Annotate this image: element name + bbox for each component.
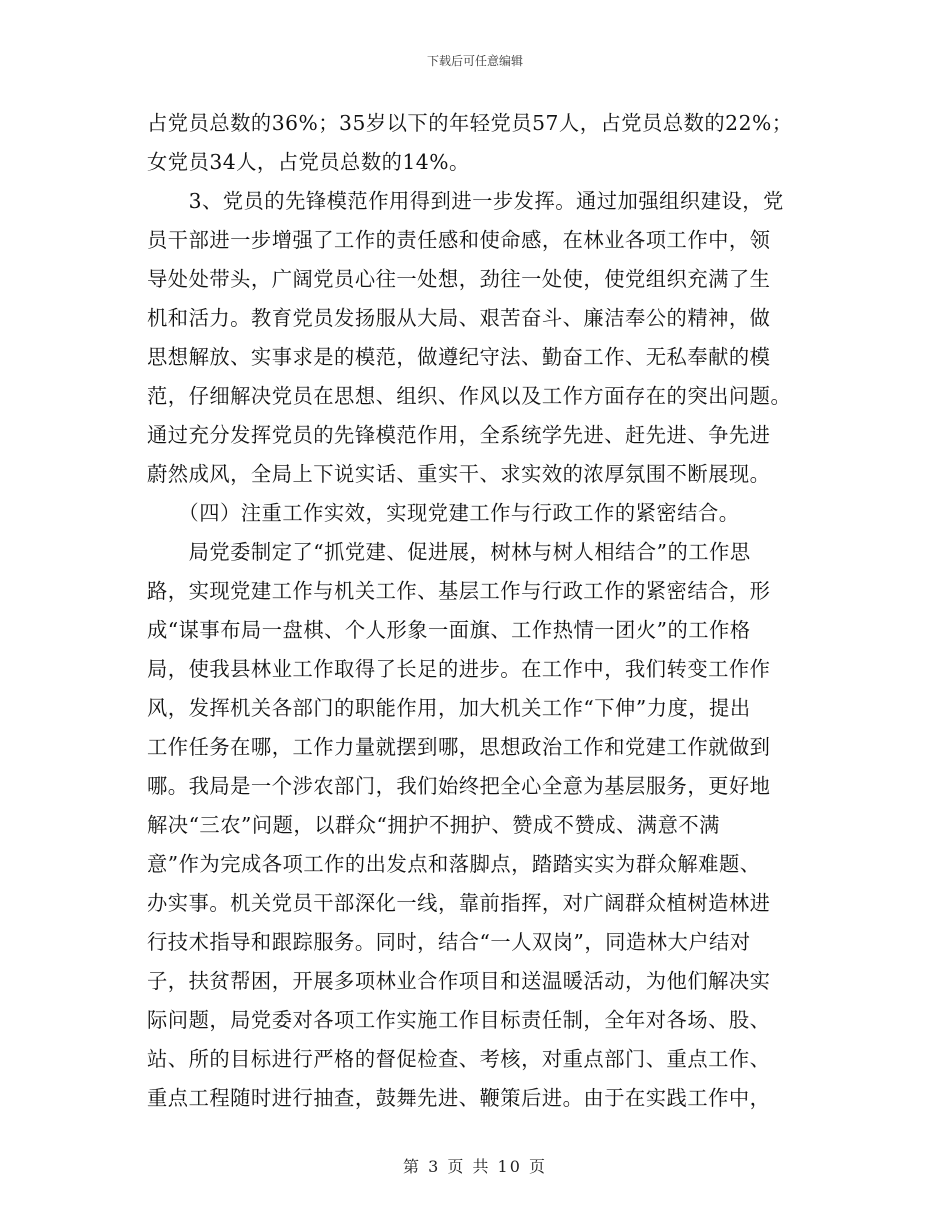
body-line: 局，使我县林业工作取得了长足的进步。在工作中，我们转变工作作 xyxy=(147,657,771,681)
body-line: 范，仔细解决党员在思想、组织、作风以及工作方面存在的突出问题。 xyxy=(147,384,792,408)
document-body xyxy=(147,104,807,1118)
body-line: 占党员总数的36%；35岁以下的年轻党员57人，占党员总数的22%； xyxy=(147,111,793,135)
body-line: 成“谋事布局一盘棋、个人形象一面旗、工作热情一团火”的工作格 xyxy=(147,618,751,642)
body-line: 际问题，局党委对各项工作实施工作目标责任制，全年对各场、股、 xyxy=(147,1008,771,1032)
body-line: 3、党员的先锋模范作用得到进一步发挥。通过加强组织建设，党 xyxy=(147,189,784,213)
body-line: 局党委制定了“抓党建、促进展，树林与树人相结合”的工作思 xyxy=(147,540,751,564)
page-number: 第 3 页 共 10 页 xyxy=(403,1157,547,1176)
body-line: 哪。我局是一个涉农部门，我们始终把全心全意为基层服务，更好地 xyxy=(147,774,771,798)
body-line: 通过充分发挥党员的先锋模范作用，全系统学先进、赶先进、争先进 xyxy=(147,423,771,447)
body-line: 路，实现党建工作与机关工作、基层工作与行政工作的紧密结合，形 xyxy=(147,579,771,603)
body-line: 员干部进一步增强了工作的责任感和使命感，在林业各项工作中，领 xyxy=(147,228,771,252)
body-line: 行技术指导和跟踪服务。同时，结合“一人双岗”，同造林大户结对 xyxy=(147,930,751,954)
body-line: 子，扶贫帮困，开展多项林业合作项目和送温暖活动，为他们解决实 xyxy=(147,969,771,993)
body-line: 工作任务在哪，工作力量就摆到哪，思想政治工作和党建工作就做到 xyxy=(147,735,771,759)
body-line: 办实事。机关党员干部深化一线，靠前指挥，对广阔群众植树造林进 xyxy=(147,891,771,915)
body-line: 重点工程随时进行抽查，鼓舞先进、鞭策后进。由于在实践工作中， xyxy=(147,1086,771,1110)
body-line: 站、所的目标进行严格的督促检查、考核，对重点部门、重点工作、 xyxy=(147,1047,771,1071)
body-line: 意”作为完成各项工作的出发点和落脚点，踏踏实实为群众解难题、 xyxy=(147,852,761,876)
body-line: 女党员34人，占党员总数的14%。 xyxy=(147,150,470,174)
section-heading: （四）注重工作实效，实现党建工作与行政工作的紧密结合。 xyxy=(147,501,740,525)
body-line: 风，发挥机关各部门的职能作用，加大机关工作“下伸”力度，提出 xyxy=(147,696,751,720)
body-line: 蔚然成风，全局上下说实话、重实干、求实效的浓厚氛围不断展现。 xyxy=(147,462,771,486)
body-line: 解决“三农”问题，以群众“拥护不拥护、赞成不赞成、满意不满 xyxy=(147,813,720,837)
body-line: 机和活力。教育党员发扬服从大局、艰苦奋斗、廉洁奉公的精神，做 xyxy=(147,306,771,330)
body-line: 思想解放、实事求是的模范，做遵纪守法、勤奋工作、无私奉献的模 xyxy=(147,345,771,369)
body-line: 导处处带头，广阔党员心往一处想，劲往一处使，使党组织充满了生 xyxy=(147,267,771,291)
page-header: 下载后可任意编辑 xyxy=(426,54,523,68)
